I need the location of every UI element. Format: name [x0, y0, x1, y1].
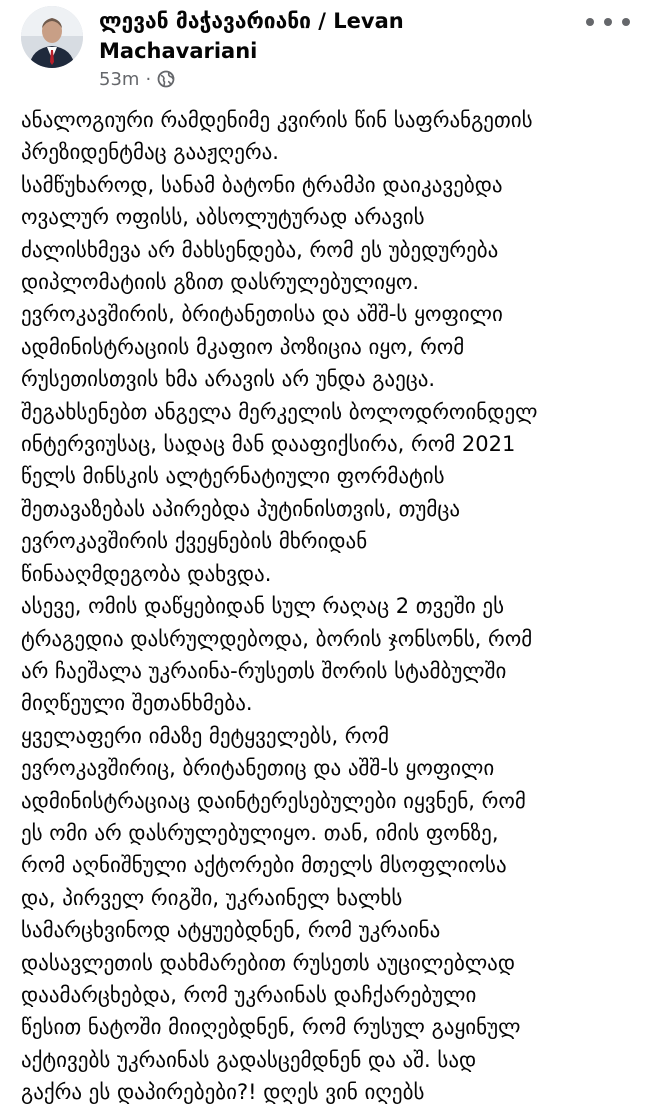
post-meta [99, 66, 175, 92]
post-paragraph: სამწუხაროდ, სანამ ბატონი ტრამპი დაიკავებდა ოვალურ ოფისს, აბსოლუტურად არავის ძალისხმევა არ მახსენდება, რომ ეს უბედურება დიპლომატიის გზით დასრულებულიყო. [21, 172, 503, 295]
meta-separator: · [145, 68, 152, 90]
author-avatar[interactable] [21, 6, 83, 68]
more-dot-icon [604, 18, 612, 26]
post-paragraph: შეგახსენებთ ანგელა მერკელის ბოლოდროინდელ ინტერვიუსაც, სადაც მან დააფიქსირა, რომ 2021 წელს მინსკის ალტერნატიული ფორმატის შეთავაზებას აპირებდა პუტინისთვის, თუმცა ევროკავშირის ქვეყნების მხრიდან წინააღმდეგობა დახვდა. [21, 399, 538, 586]
post-text [21, 104, 641, 1109]
post-paragraph: ყველაფერი იმაზე მეტყველებს, რომ ევროკავშირიც, ბრიტანეთიც და აშშ-ს ყოფილი ადმინისტრაციაც დაინტერესებულები იყვნენ, რომ ეს ომი არ დასრულებულიყო. თან, იმის ფონზე, რომ აღნიშნული აქტორები მთელს მსოფლიოსა და, პირველ რიგში, უკრაინელ ხალხს სამარცხვინოდ ატყუებდნენ, რომ უკრაინა დასავლეთის დახმარებით რუსეთს აუცილებლად დაამარცხებდა, რომ უკრაინას დაჩქარებული წესით ნატოში მიიღებდნენ, რომ რუსულ გაყინულ აქტივებს უკრაინას გადასცემდნენ და აშ. სად გაქრა ეს დაპირებები?! დღეს ვინ იღებს [21, 723, 526, 1105]
avatar-image [21, 6, 83, 68]
post-timestamp[interactable]: 53m [99, 68, 140, 90]
more-dot-icon [622, 18, 630, 26]
post-paragraph: ანალოგიური რამდენიმე კვირის წინ საფრანგეთის პრეზიდენტმაც გააჟღერა. [21, 108, 533, 165]
author-name[interactable]: ლევან მაჭავარიანი / Levan Machavariani [99, 9, 404, 63]
post-paragraph: ასევე, ომის დაწყებიდან სულ რაღაც 2 თვეში ეს ტრაგედია დასრულდებოდა, ბორის ჯონსონს, რომ არ ჩაეშალა უკრაინა-რუსეთს შორის სტამბულში მიღწეული შეთანხმება. [21, 594, 533, 716]
post-paragraph: ევროკავშირის, ბრიტანეთისა და აშშ-ს ყოფილი ადმინისტრაციის მკაფიო პოზიცია იყო, რომ რუსეთისთვის ხმა არავის არ უნდა გაეცა. [21, 302, 503, 392]
post-header [0, 0, 653, 100]
globe-icon[interactable] [157, 70, 175, 88]
more-dot-icon [586, 18, 594, 26]
more-options-icon[interactable] [586, 8, 630, 36]
